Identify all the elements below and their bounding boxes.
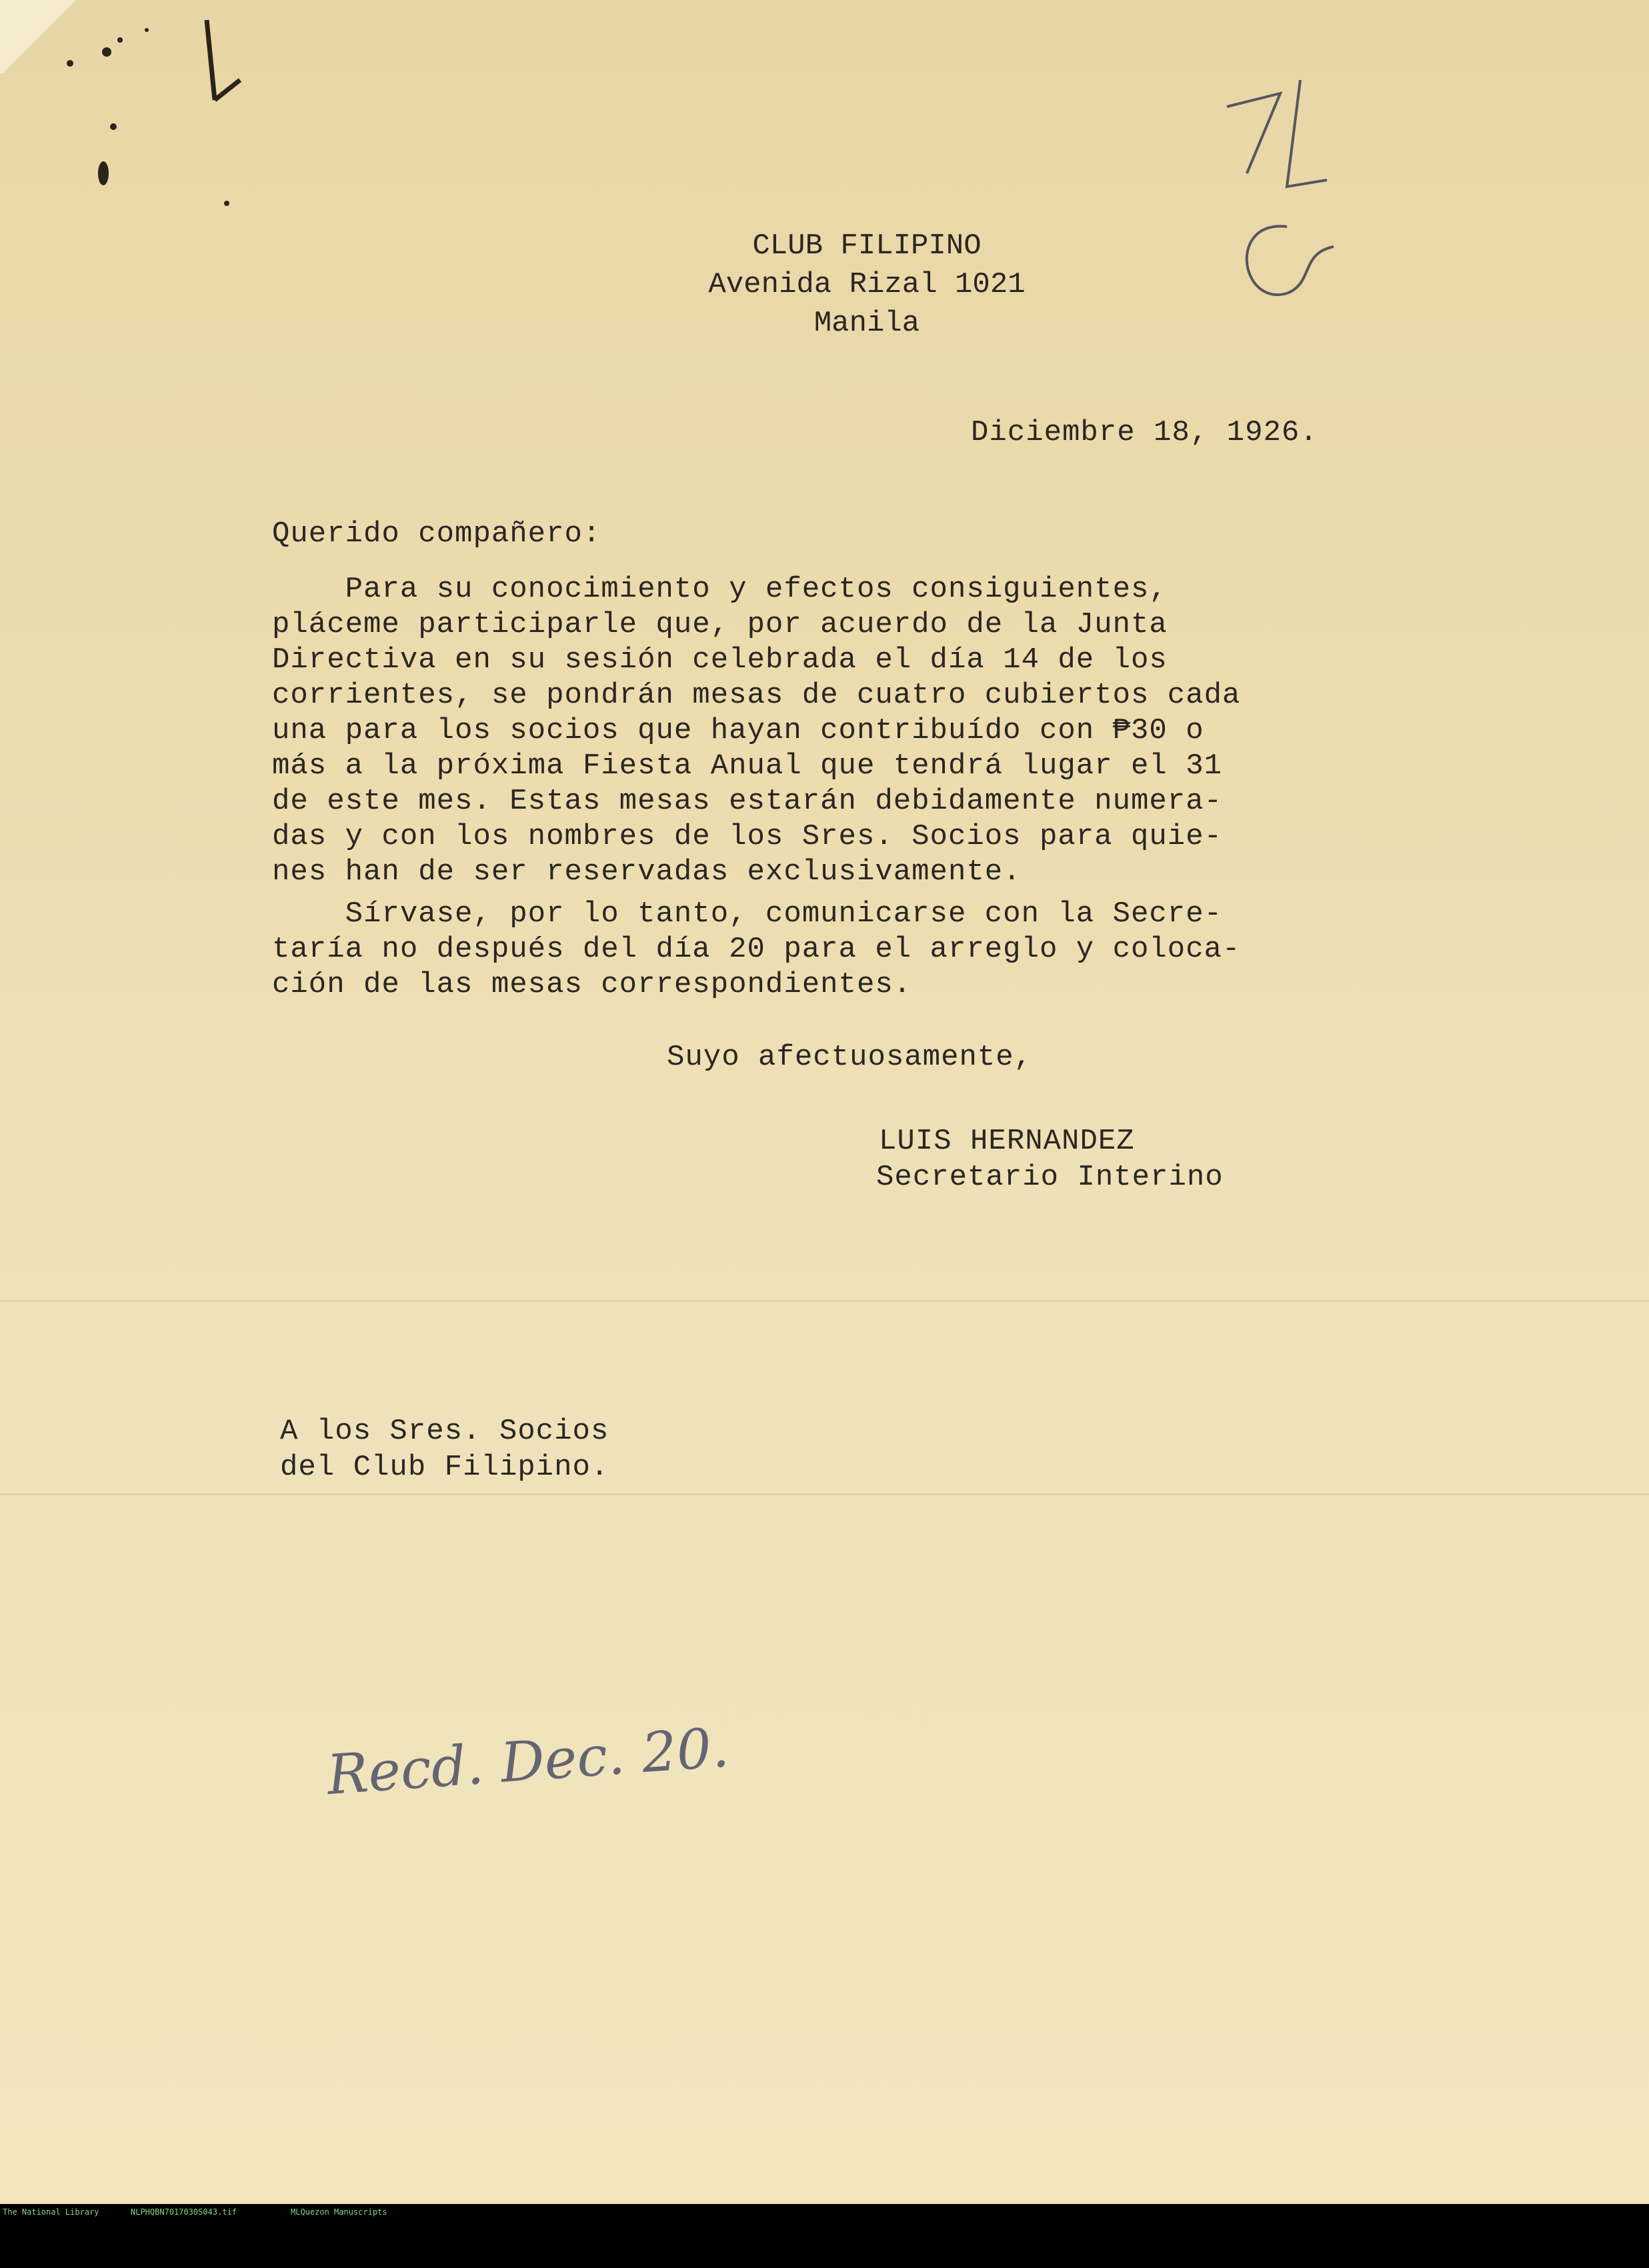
- club-address: Avenida Rizal 1021: [708, 268, 1026, 301]
- body-line: más a la próxima Fiesta Anual que tendrá lugar el 31: [272, 749, 1223, 783]
- body-paragraph-2: [272, 897, 1240, 1003]
- letter-date: Diciembre 18, 1926.: [971, 416, 1318, 449]
- paper-crease: [0, 1300, 1649, 1302]
- body-paragraph-1: [272, 572, 1240, 890]
- body-line: pláceme participarle que, por acuerdo de la Junta: [272, 608, 1168, 641]
- body-line: taría no después del día 20 para el arreglo y coloca-: [272, 933, 1241, 966]
- received-note: Recd. Dec. 20.: [325, 1716, 731, 1807]
- body-line: corrientes, se pondrán mesas de cuatro cubiertos cada: [272, 679, 1241, 712]
- footer-collection: MLQuezon Manuscripts: [291, 2207, 387, 2217]
- scan-footer: [0, 2204, 1649, 2220]
- body-line: Directiva en su sesión celebrada el día 14 de los: [272, 643, 1168, 677]
- addressee-line-1: A los Sres. Socios: [280, 1415, 609, 1448]
- paper-crease: [0, 1493, 1649, 1495]
- signature-block: [876, 1123, 1224, 1195]
- body-line: Para su conocimiento y efectos consiguientes,: [272, 573, 1168, 606]
- body-line: ción de las mesas correspondientes.: [272, 968, 912, 1001]
- salutation: Querido compañero:: [272, 517, 601, 551]
- signer-title: Secretario Interino: [876, 1161, 1224, 1194]
- letterhead: [0, 227, 1649, 343]
- body-line: Sírvase, por lo tanto, comunicarse con la Secre-: [272, 897, 1223, 931]
- addressee-block: [280, 1413, 609, 1485]
- body-line: de este mes. Estas mesas estarán debidamente numera-: [272, 785, 1223, 818]
- addressee-line-2: del Club Filipino.: [280, 1451, 609, 1484]
- ink-stains: [40, 0, 307, 220]
- footer-library: The National Library: [3, 2207, 99, 2217]
- body-line: una para los socios que hayan contribuído con ₱30 o: [272, 714, 1204, 747]
- body-line: das y con los nombres de los Sres. Socios para quie-: [272, 820, 1223, 853]
- closing: Suyo afectuosamente,: [667, 1041, 1033, 1074]
- club-city: Manila: [813, 307, 920, 340]
- footer-file: NLPHQBN7017030S043.tif: [131, 2207, 237, 2217]
- signer-name: LUIS HERNANDEZ: [879, 1125, 1135, 1158]
- club-name: CLUB FILIPINO: [752, 229, 982, 263]
- body-line: nes han de ser reservadas exclusivamente.: [272, 855, 1022, 889]
